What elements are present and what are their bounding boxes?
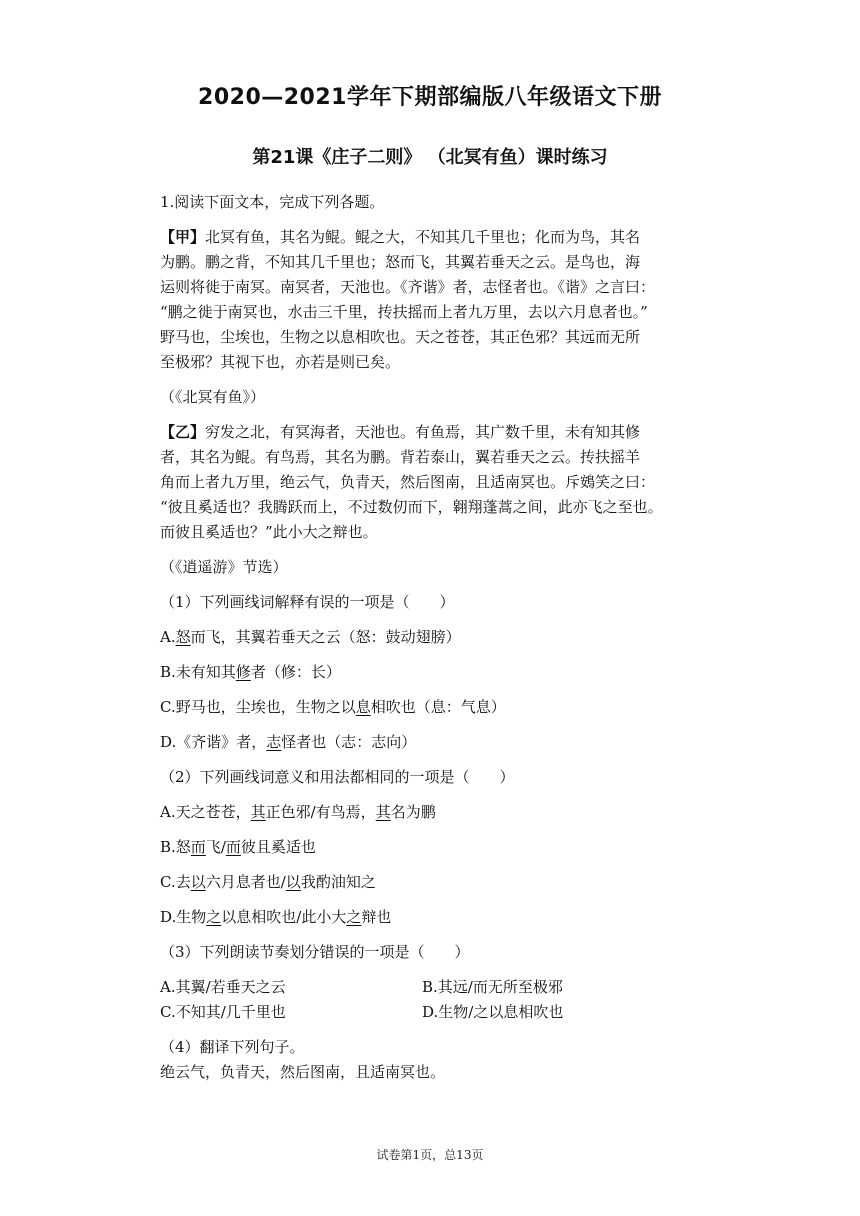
option-b: B.怒而飞/而彼且奚适也 xyxy=(160,838,316,856)
option-d: D.《齐谐》者，志怪者也（志：志向） xyxy=(160,733,417,751)
option-a: A.怒而飞，其翼若垂天之云（怒：鼓动翅膀） xyxy=(160,628,461,646)
sub-question-stem: （4）翻译下列句子。 xyxy=(160,1038,305,1056)
passage-yi xyxy=(160,420,745,545)
passage-line: 运则将徙于南冥。南冥者，天池也。《齐谐》者，志怪者也。《谐》之言曰： xyxy=(160,278,656,296)
option-d: D.生物之以息相吹也/此小大之辩也 xyxy=(160,908,392,926)
passage-line: 【甲】北冥有鱼，其名为鲲。鲲之大，不知其几千里也；化而为鸟，其名 xyxy=(160,228,641,246)
passage-line: 【乙】穷发之北，有冥海者，天池也。有鱼焉，其广数千里，未有知其修 xyxy=(160,423,641,441)
passage-line: 为鹏。鹏之背，不知其几千里也；怒而飞，其翼若垂天之云。是鸟也，海 xyxy=(160,253,641,271)
option-row xyxy=(160,975,745,1000)
passage-line: 而彼且奚适也？”此小大之辩也。 xyxy=(160,523,378,541)
passage-source: （《北冥有鱼》） xyxy=(160,388,266,406)
question-stem: 1.阅读下面文本，完成下列各题。 xyxy=(160,193,385,211)
option-b: B.未有知其修者（修：长） xyxy=(160,663,341,681)
sub-question-stem: （3）下列朗读节奏划分错误的一项是（ ） xyxy=(160,943,470,961)
translation-sentence: 绝云气，负青天，然后图南，且适南冥也。 xyxy=(160,1063,446,1081)
option-d: D.生物/之以息相吹也 xyxy=(422,1003,564,1021)
lesson-subtitle: 第21课《庄子二则》 （北冥有鱼）课时练习 xyxy=(252,147,608,168)
document-title: 2020—2021学年下期部编版八年级语文下册 xyxy=(198,85,662,110)
option-row xyxy=(160,1000,745,1025)
option-a: A.其翼/若垂天之云 xyxy=(160,978,286,996)
passage-line: 者，其名为鲲。有鸟焉，其名为鹏。背若泰山，翼若垂天之云。抟扶摇羊 xyxy=(160,448,641,466)
passage-line: “鹏之徙于南冥也，水击三千里，抟扶摇而上者九万里，去以六月息者也。” xyxy=(160,303,648,321)
option-c: C.不知其/几千里也 xyxy=(160,1003,286,1021)
passage-line: 角而上者九万里，绝云气，负青天，然后图南，且适南冥也。斥鴳笑之曰： xyxy=(160,473,656,491)
option-c: C.去以六月息者也/以我酌油知之 xyxy=(160,873,376,891)
passage-tag: 【甲】 xyxy=(160,228,206,246)
passage-tag: 【乙】 xyxy=(160,423,206,441)
option-a: A.天之苍苍，其正色邪/有鸟焉，其名为鹏 xyxy=(160,803,436,821)
passage-line: 至极邪？其视下也，亦若是则已矣。 xyxy=(160,353,401,371)
option-b: B.其远/而无所至极邪 xyxy=(422,978,563,996)
sub-question-stem: （1）下列画线词解释有误的一项是（ ） xyxy=(160,593,455,611)
passage-source: （《逍遥游》节选） xyxy=(160,558,288,576)
page-footer: 试卷第1页，总13页 xyxy=(376,1148,484,1162)
question-content xyxy=(160,190,745,1085)
passage-line: “彼且奚适也？我腾跃而上，不过数仞而下，翱翔蓬蒿之间，此亦飞之至也。 xyxy=(160,498,663,516)
sub-question-stem: （2）下列画线词意义和用法都相同的一项是（ ） xyxy=(160,768,515,786)
passage-line: 野马也，尘埃也，生物之以息相吹也。天之苍苍，其正色邪？其远而无所 xyxy=(160,328,641,346)
passage-jia xyxy=(160,225,745,375)
option-c: C.野马也，尘埃也，生物之以息相吹也（息：气息） xyxy=(160,698,506,716)
